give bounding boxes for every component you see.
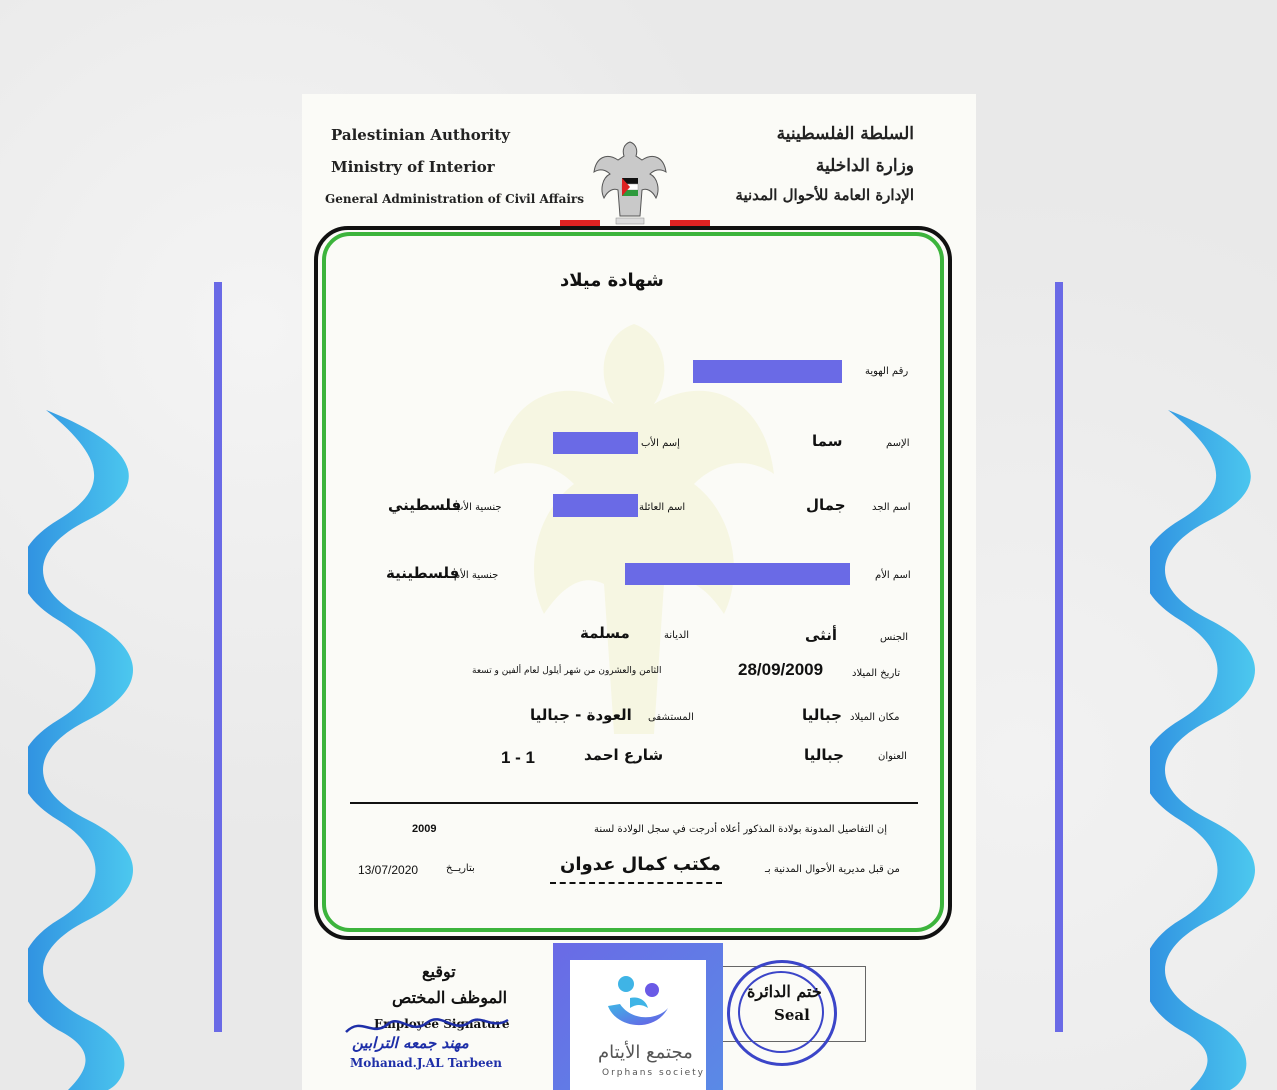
- father-nationality-label: جنسية الأب: [454, 502, 502, 513]
- right-wave-decoration: [1150, 410, 1270, 1090]
- sex-label: الجنس: [880, 632, 909, 643]
- date-label: بتاريــخ: [446, 863, 475, 874]
- orphans-society-logo-frame: [553, 943, 723, 1090]
- header-ar-ministry: وزارة الداخلية: [815, 156, 914, 176]
- grandfather-value: جمال: [806, 496, 846, 514]
- religion-label: الديانة: [664, 630, 690, 641]
- id-label: رقم الهوية: [865, 366, 909, 377]
- pob-value: جباليا: [802, 706, 842, 724]
- logo-name-en: Orphans society: [602, 1068, 706, 1078]
- certificate-divider: [350, 802, 918, 804]
- mother-nationality-label: جنسية الأم: [454, 570, 499, 581]
- dob-words: الثامن والعشرون من شهر أيلول لعام ألفين و تسعة: [472, 666, 662, 676]
- right-accent-bar: [1055, 282, 1063, 1032]
- family-name-label: اسم العائلة: [639, 502, 686, 513]
- name-value: سما: [812, 432, 843, 450]
- pob-label: مكان الميلاد: [850, 712, 900, 723]
- directorate-statement: من قبل مديرية الأحوال المدنية بـ: [765, 864, 900, 875]
- family-hug-icon: [602, 968, 674, 1034]
- certificate-title: شهادة ميلاد: [560, 270, 664, 291]
- address-city: جباليا: [804, 746, 844, 764]
- registry-year: 2009: [412, 823, 437, 835]
- address-number: 1 - 1: [501, 748, 536, 767]
- father-name-redaction: [553, 432, 638, 454]
- registry-statement: إن التفاصيل المدونة بولادة المذكور أعلاه أدرجت في سجل الولادة لسنة: [594, 824, 887, 835]
- mother-name-label: اسم الأم: [875, 570, 911, 581]
- header-en-ministry: Ministry of Interior: [331, 158, 495, 176]
- header-en-authority: Palestinian Authority: [331, 126, 510, 144]
- office-value: مكتب كمال عدوان: [560, 854, 721, 875]
- header-ar-administration: الإدارة العامة للأحوال المدنية: [735, 186, 914, 204]
- left-accent-bar: [214, 282, 222, 1032]
- name-label: الإسم: [886, 438, 910, 449]
- seal-label-ar: ختم الدائرة: [747, 982, 822, 1001]
- birth-certificate-document: [302, 94, 976, 1090]
- sex-value: أنثى: [805, 626, 838, 644]
- watermark-emblem-icon: [474, 314, 794, 774]
- header-ar-authority: السلطة الفلسطينية: [776, 124, 914, 144]
- office-underline: [550, 882, 722, 884]
- religion-value: مسلمة: [580, 624, 630, 642]
- logo-name-ar: مجتمع الأيتام: [598, 1042, 693, 1063]
- mother-nationality-value: فلسطينية: [386, 564, 460, 582]
- hospital-value: العودة - جباليا: [530, 706, 632, 724]
- left-wave-decoration: [28, 410, 148, 1090]
- signer-name-ar: مهند جمعه الترابين: [352, 1034, 469, 1052]
- family-name-redaction: [553, 494, 638, 517]
- father-nationality-value: فلسطيني: [388, 496, 462, 514]
- date-value: 13/07/2020: [358, 863, 419, 877]
- header-en-administration: General Administration of Civil Affairs: [325, 192, 585, 206]
- id-redaction: [693, 360, 842, 383]
- eagle-emblem-icon: [590, 138, 670, 230]
- hospital-label: المستشفى: [648, 712, 694, 723]
- signature-title-ar: توقيع: [422, 962, 456, 981]
- signature-subtitle-ar: الموظف المختص: [392, 988, 508, 1007]
- father-name-label: إسم الأب: [641, 438, 680, 449]
- grandfather-label: اسم الجد: [872, 502, 911, 513]
- address-label: العنوان: [878, 751, 907, 762]
- signature-title-en: Employee Signature: [374, 1017, 510, 1031]
- dob-value: 28/09/2009: [738, 660, 824, 679]
- orphans-society-logo: [570, 960, 706, 1090]
- dob-label: تاريخ الميلاد: [852, 668, 901, 679]
- mother-name-redaction: [625, 563, 850, 585]
- address-street: شارع احمد: [584, 746, 664, 764]
- signer-name-en: Mohanad.J.AL Tarbeen: [350, 1056, 502, 1070]
- seal-label-en: Seal: [774, 1006, 810, 1024]
